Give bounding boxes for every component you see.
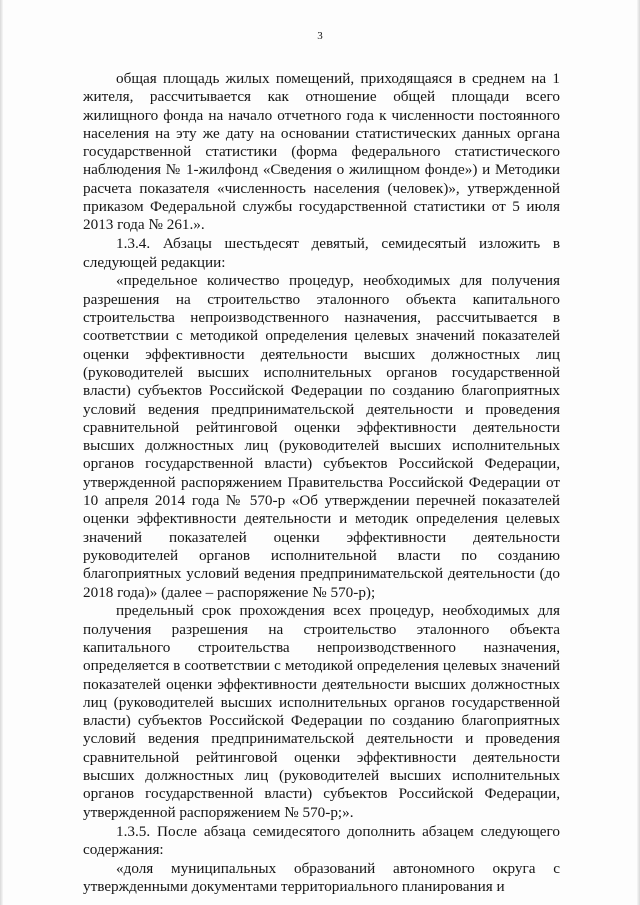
- document-body: [83, 70, 560, 896]
- paragraph-quote-max-procedures: «предельное количество процедур, необходимых для получения разрешения на строительство эталонного объекта капитального строительства непроизводственного назначения, рассчитывается в соответствии с методикой определения целевых значений показателей оценки эффективности деятельности высших должностных лиц (руководителей высших исполнительных органов государственной власти) субъектов Российской Федерации по созданию благоприятных условий ведения предпринимательской деятельности и проведения сравнительной рейтинговой оценки эффективности деятельности высших должностных лиц (руководителей высших исполнительных органов государственной власти) субъектов Российской Федерации, утвержденной распоряжением Правительства Российской Федерации от 10 апреля 2014 года № 570-р «Об утверждении перечней показателей оценки эффективности деятельности и методик определения целевых значений показателей оценки эффективности деятельности руководителей органов исполнительной власти по созданию благоприятных условий ведения предпринимательской деятельности (до 2018 года)» (далее – распоряжение № 570-р);: [83, 272, 560, 601]
- paragraph-item-1-3-4: 1.3.4. Абзацы шестьдесят девятый, семидесятый изложить в следующей редакции:: [83, 235, 560, 271]
- page-number: 3: [317, 30, 323, 42]
- paragraph-quote-max-term: предельный срок прохождения всех процедур, необходимых для получения разрешения на строительство эталонного объекта капитального строительства непроизводственного назначения, определяется в соответствии с методикой определения целевых значений показателей оценки эффективности деятельности высших должностных лиц (руководителей высших исполнительных органов государственной власти) субъектов Российской Федерации по созданию благоприятных условий ведения предпринимательской деятельности и проведения сравнительной рейтинговой оценки эффективности деятельности высших должностных лиц (руководителей высших исполнительных органов государственной власти) субъектов Российской Федерации, утвержденной распоряжением № 570-р;».: [83, 602, 560, 821]
- paragraph-item-1-3-5: 1.3.5. После абзаца семидесятого дополнить абзацем следующего содержания:: [83, 822, 560, 858]
- paragraph-quote-municipal-share: «доля муниципальных образований автономного округа с утвержденными документами территориального планирования и: [83, 859, 560, 896]
- scan-edge-left: [0, 0, 3, 905]
- paragraph-continuation: общая площадь жилых помещений, приходящаяся в среднем на 1 жителя, рассчитывается как отношение общей площади всего жилищного фонда на начало отчетного года к численности постоянного населения на эту же дату на основании статистических данных органа государственной статистики (форма федерального статистического наблюдения № 1-жилфонд «Сведения о жилищном фонде») и Методики расчета показателя «численность населения (человек)», утвержденной приказом Федеральной службы государственной статистики от 5 июля 2013 года № 261.».: [83, 70, 560, 234]
